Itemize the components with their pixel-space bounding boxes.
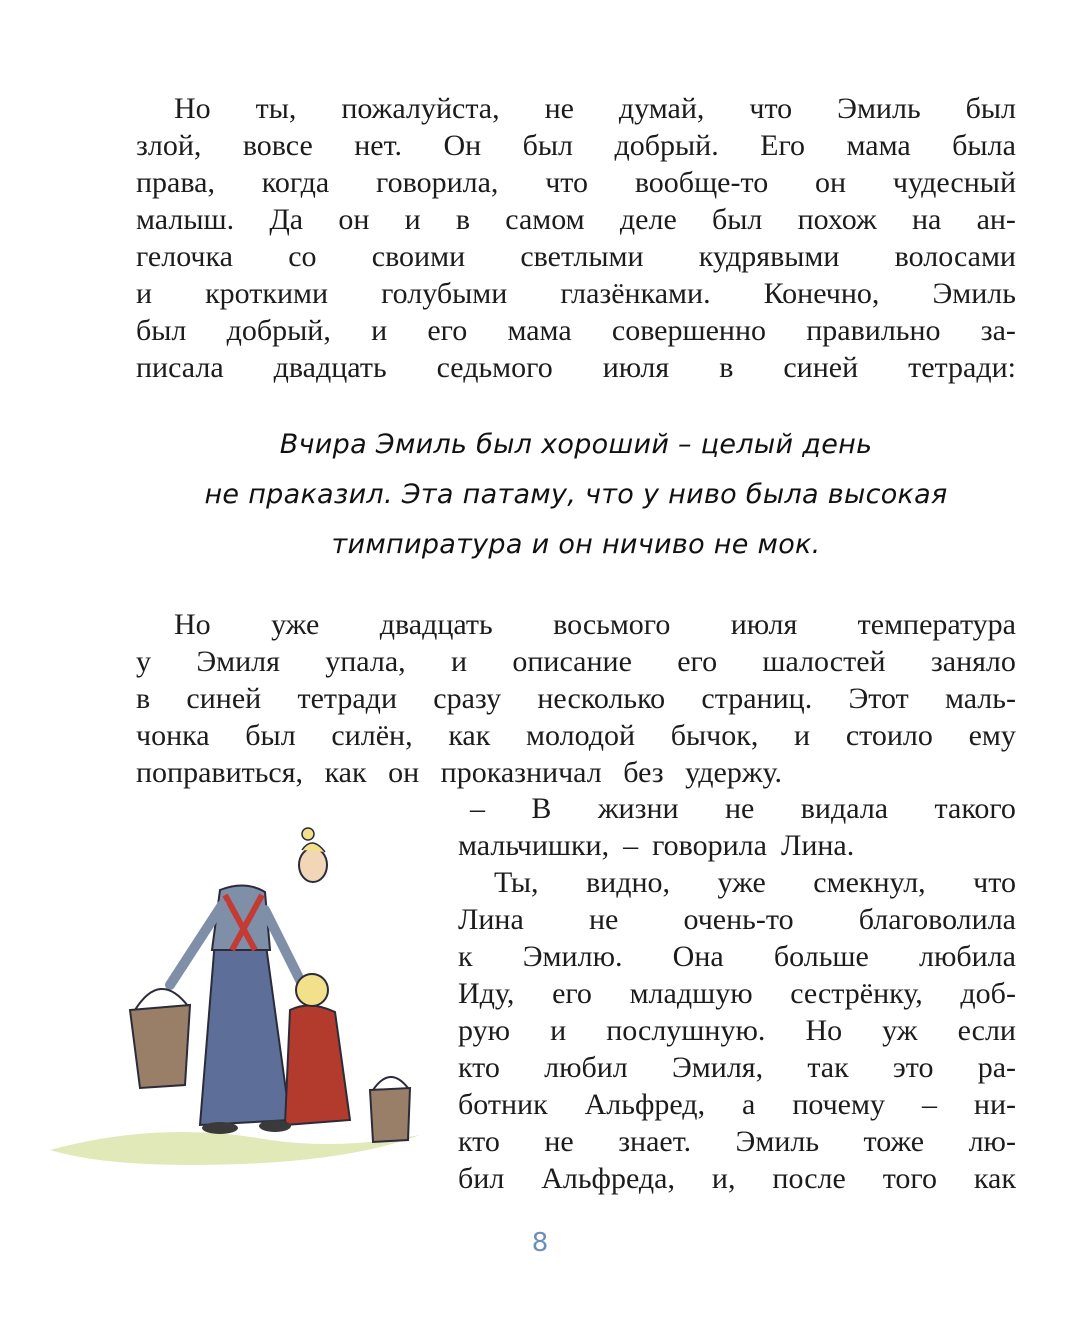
paragraph-2-line: у Эмиля упала, и описание его шалостей заняло [136,645,1016,678]
column-line: ботник Альфред, а почему – ни- [458,1088,1016,1121]
column-line: к Эмилю. Она больше любила [458,940,1016,973]
handwritten-note [136,420,1016,570]
column-line: кто любил Эмиля, так это ра- [458,1051,1016,1084]
text-column [458,790,1016,1197]
column-line: Ты, видно, уже смекнул, что [494,866,1016,899]
illustration-lina-and-child [40,820,450,1180]
column-line: мальчишки, – говорила Лина. [458,829,855,862]
column-line: бил Альфреда, и, после того как [458,1162,1016,1195]
paragraph-2-line: в синей тетради сразу несколько страниц. Этот маль- [136,682,1016,715]
paragraph-2-line: Но уже двадцать восьмого июля температура [174,608,1016,641]
paragraph-1-line: и кроткими голубыми глазёнками. Конечно, Эмиль [136,277,1016,310]
paragraph-2 [136,606,1016,791]
paragraph-1-line: права, когда говорила, что вообще-то он чудесный [136,166,1016,199]
column-line: кто не знает. Эмиль тоже лю- [458,1125,1016,1158]
page-number: 8 [531,1228,549,1258]
paragraph-1-line: злой, вовсе нет. Он был добрый. Его мама была [136,129,1016,162]
paragraph-1-line: писала двадцать седьмого июля в синей тетради: [136,351,1016,384]
paragraph-1-line: гелочка со своими светлыми кудрявыми волосами [136,240,1016,273]
column-line: – В жизни не видала такого [470,792,1016,825]
note-line: Вчира Эмиль был хороший – целый день [279,429,873,460]
paragraph-1 [136,90,1016,386]
paragraph-2-line: поправиться, как он проказничал без удержу. [136,756,783,789]
paragraph-1-line: Но ты, пожалуйста, не думай, что Эмиль был [174,92,1016,125]
paragraph-2-line: чонка был силён, как молодой бычок, и стоило ему [136,719,1016,752]
paragraph-1-line: был добрый, и его мама совершенно правильно за- [136,314,1016,347]
column-line: Иду, его младшую сестрёнку, доб- [458,977,1016,1010]
column-line: рую и послушную. Но уж если [458,1014,1016,1047]
paragraph-1-line: малыш. Да он и в самом деле был похож на ан- [136,203,1016,236]
note-line: не праказил. Эта патаму, что у ниво была высокая [204,479,948,510]
column-line: Лина не очень-то благоволила [458,903,1016,936]
note-line: тимпиратура и он ничиво не мок. [331,529,821,560]
